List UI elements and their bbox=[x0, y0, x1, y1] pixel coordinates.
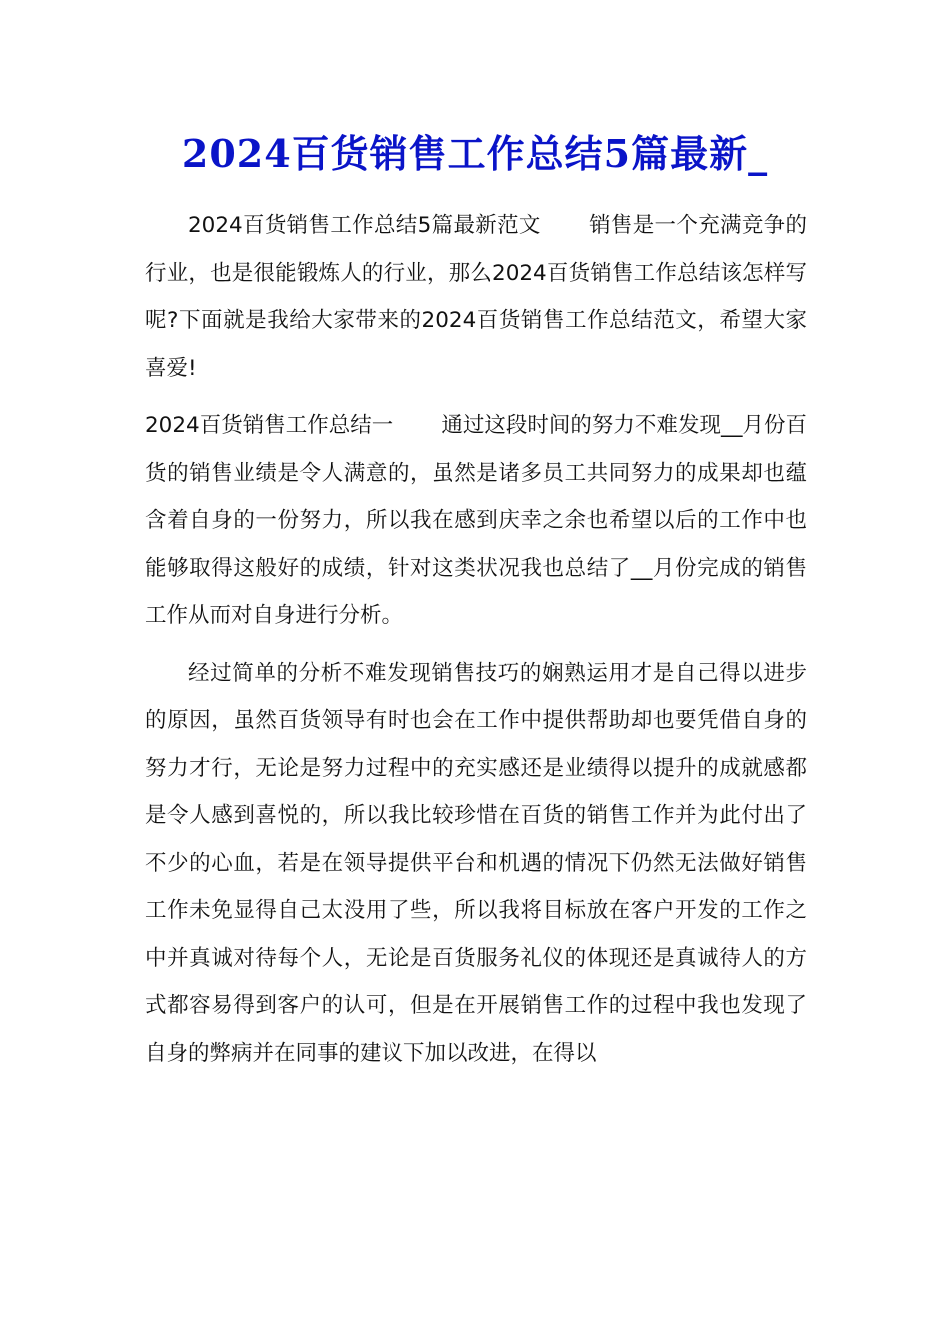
intro-text: 销售是一个充满竞争的行业，也是很能锻炼人的行业，那么2024百货销售工作总结该怎样写呢?下面就是我给大家带来的2024百货销售工作总结范文，希望大家喜爱! bbox=[145, 213, 807, 381]
intro-lead: 2024百货销售工作总结5篇最新范文 bbox=[188, 213, 541, 238]
section1-paragraph bbox=[145, 402, 807, 640]
intro-paragraph bbox=[145, 202, 807, 392]
section1-heading: 2024百货销售工作总结一 bbox=[145, 413, 394, 438]
document-title: 2024百货销售工作总结5篇最新_ bbox=[181, 131, 769, 176]
document-body bbox=[145, 202, 807, 1077]
paragraph-2: 经过简单的分析不难发现销售技巧的娴熟运用才是自己得以进步的原因，虽然百货领导有时也会在工作中提供帮助却也要凭借自身的努力才行，无论是努力过程中的充实感还是业绩得以提升的成就感都是令人感到喜悦的，所以我比较珍惜在百货的销售工作并为此付出了不少的心血，若是在领导提供平台和机遇的情况下仍然无法做好销售工作未免显得自己太没用了些，所以我将目标放在客户开发的工作之中并真诚对待每个人，无论是百货服务礼仪的体现还是真诚待人的方式都容易得到客户的认可，但是在开展销售工作的过程中我也发现了自身的弊病并在同事的建议下加以改进，在得以 bbox=[145, 660, 807, 1066]
section1-text: 通过这段时间的努力不难发现__月份百货的销售业绩是令人满意的，虽然是诸多员工共同努力的成果却也蕴含着自身的一份努力，所以我在感到庆幸之余也希望以后的工作中也能够取得这般好的成绩，针对这类状况我也总结了__月份完成的销售工作从而对自身进行分析。 bbox=[145, 413, 807, 628]
